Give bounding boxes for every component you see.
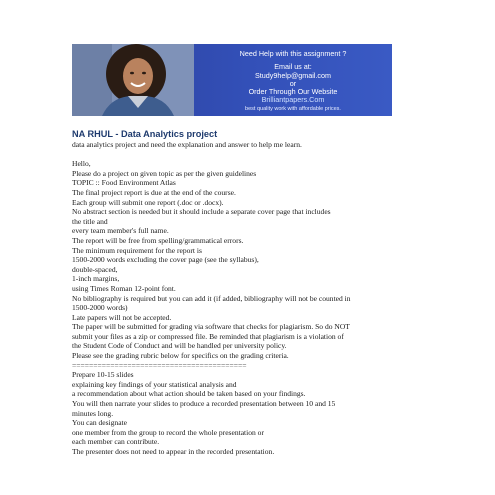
paragraph-gap [72,150,424,160]
banner-or: or [289,78,297,88]
document-line: 1500-2000 words excluding the cover page (see the syllabus), [72,255,259,265]
banner-email-address[interactable]: Study9help@gmail.com [254,70,331,80]
document-line: Please see the grading rubric below for specifics on the grading criteria. [72,351,289,361]
document-line: using Times Roman 12-point font. [72,283,176,293]
document-line: one member from the group to record the whole presentation or [72,427,264,437]
document-line: The report will be free from spelling/grammatical errors. [72,235,244,245]
advert-banner[interactable] [72,44,392,116]
student-photo [72,44,194,116]
banner-order-line: Order Through Our Website [248,87,338,97]
banner-tagline: best quality work with affordable prices. [245,105,341,112]
banner-website-link[interactable]: Brilliantpapers.Com [261,95,325,105]
document-line: the title and [72,216,108,226]
document-line: The presenter does not need to appear in the recorded presentation. [72,447,275,456]
student-photo-illustration [72,44,194,116]
document-line: You will then narrate your slides to produce a recorded presentation between 10 and 15 [72,399,336,409]
document-line: 1500-2000 words) [72,303,128,313]
document-line: each member can contribute. [72,437,160,447]
document-lines [72,159,424,456]
document-body [72,129,424,457]
document-line: You can designate [72,418,127,428]
document-line: 1-inch margins, [72,274,120,284]
document-line: Prepare 10-15 slides [72,370,134,380]
document-line: Late papers will not be accepted. [72,312,172,322]
document-line: No bibliography is required but you can add it (if added, bibliography will not be counted in [72,293,351,303]
document-line: The minimum requirement for the report is [72,245,202,255]
document-line: submit your files as a zip or compressed file. Be reminded that plagiarism is a violation of [72,331,344,341]
banner-email-label: Email us at: [274,62,312,72]
document-subtitle: data analytics project and need the explanation and answer to help me learn. [72,140,302,149]
document-line: No abstract section is needed but it should include a separate cover page that includes [72,207,331,217]
document-line: The paper will be submitted for grading via software that checks for plagiarism. So do NOT [72,322,350,332]
document-line: explaining key findings of your statistical analysis and [72,379,237,389]
document-line: The final project report is due at the end of the course. [72,187,236,197]
document-line: every team member's full name. [72,226,169,236]
document-line: Hello, [72,159,91,169]
document-line: TOPIC :: Food Environment Atlas [72,178,176,188]
document-line: the Student Code of Conduct and will be handled per university policy. [72,341,287,351]
document-line: a recommendation about what action should be taken based on your findings. [72,389,306,399]
document-line: ========================================= [72,360,247,370]
document-line: minutes long. [72,408,114,418]
document-line: Each group will submit one report (.doc or .docx). [72,197,224,207]
banner-contact-text [194,44,392,116]
document-line: double-spaced, [72,264,118,274]
banner-help-line: Need Help with this assignment ? [239,49,347,58]
document-title: NA RHUL - Data Analytics project [72,129,218,139]
document-line: Please do a project on given topic as per the given guidelines [72,168,257,178]
